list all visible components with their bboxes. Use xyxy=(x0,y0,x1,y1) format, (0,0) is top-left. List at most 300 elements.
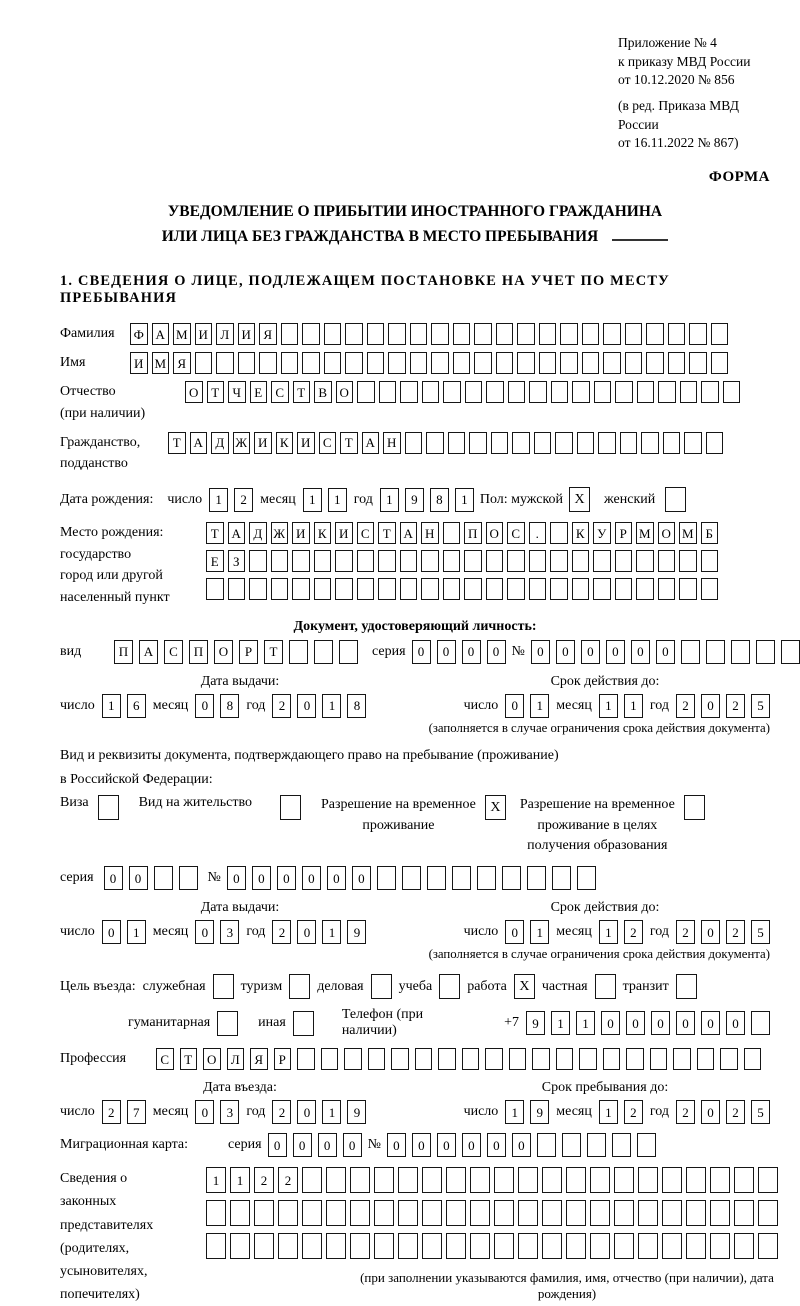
char-cell[interactable] xyxy=(350,1233,370,1259)
char-cell[interactable]: 0 xyxy=(104,866,123,890)
char-cell[interactable] xyxy=(446,1167,466,1193)
char-cell[interactable]: 0 xyxy=(701,920,720,944)
char-cell[interactable] xyxy=(491,432,509,454)
char-cell[interactable] xyxy=(582,323,600,345)
char-cell[interactable]: С xyxy=(319,432,337,454)
char-cell[interactable] xyxy=(612,1133,631,1157)
char-cell[interactable]: 1 xyxy=(230,1167,250,1193)
char-cell[interactable]: 0 xyxy=(227,866,246,890)
char-cell[interactable] xyxy=(638,1233,658,1259)
char-cell[interactable] xyxy=(494,1233,514,1259)
char-cell[interactable] xyxy=(723,381,741,403)
char-cell[interactable] xyxy=(637,1133,656,1157)
char-cell[interactable]: О xyxy=(214,640,233,664)
char-cell[interactable] xyxy=(582,352,600,374)
char-cell[interactable]: 0 xyxy=(631,640,650,664)
char-cell[interactable] xyxy=(357,578,375,600)
char-cell[interactable]: 2 xyxy=(272,694,291,718)
char-cell[interactable] xyxy=(566,1200,586,1226)
char-cell[interactable] xyxy=(410,323,428,345)
char-cell[interactable] xyxy=(579,1048,597,1070)
char-cell[interactable]: А xyxy=(400,522,418,544)
char-cell[interactable] xyxy=(537,1133,556,1157)
char-cell[interactable] xyxy=(552,866,571,890)
char-cell[interactable] xyxy=(679,550,697,572)
char-cell[interactable] xyxy=(594,381,612,403)
char-cell[interactable] xyxy=(415,1048,433,1070)
char-cell[interactable]: 1 xyxy=(505,1100,524,1124)
char-cell[interactable] xyxy=(179,866,198,890)
char-cell[interactable] xyxy=(680,381,698,403)
char-cell[interactable] xyxy=(438,1048,456,1070)
char-cell[interactable] xyxy=(350,1167,370,1193)
char-cell[interactable] xyxy=(560,352,578,374)
char-cell[interactable] xyxy=(620,432,638,454)
char-cell[interactable] xyxy=(345,352,363,374)
char-cell[interactable] xyxy=(662,1200,682,1226)
char-cell[interactable] xyxy=(400,381,418,403)
char-cell[interactable]: . xyxy=(529,522,547,544)
char-cell[interactable] xyxy=(686,1233,706,1259)
char-cell[interactable] xyxy=(335,578,353,600)
char-cell[interactable] xyxy=(400,550,418,572)
char-cell[interactable] xyxy=(534,432,552,454)
char-cell[interactable] xyxy=(662,1233,682,1259)
char-cell[interactable] xyxy=(431,352,449,374)
char-cell[interactable]: 2 xyxy=(278,1167,298,1193)
char-cell[interactable] xyxy=(710,1233,730,1259)
char-cell[interactable]: 1 xyxy=(209,488,228,512)
char-cell[interactable] xyxy=(615,578,633,600)
char-cell[interactable]: 1 xyxy=(599,920,618,944)
char-cell[interactable] xyxy=(551,381,569,403)
char-cell[interactable]: 8 xyxy=(347,694,366,718)
char-cell[interactable] xyxy=(446,1200,466,1226)
char-cell[interactable]: Д xyxy=(249,522,267,544)
char-cell[interactable]: 0 xyxy=(352,866,371,890)
char-cell[interactable]: Р xyxy=(239,640,258,664)
char-cell[interactable]: Л xyxy=(216,323,234,345)
char-cell[interactable] xyxy=(374,1167,394,1193)
char-cell[interactable] xyxy=(398,1233,418,1259)
char-cell[interactable] xyxy=(254,1233,274,1259)
char-cell[interactable] xyxy=(422,1233,442,1259)
char-cell[interactable]: О xyxy=(486,522,504,544)
char-cell[interactable] xyxy=(615,550,633,572)
char-cell[interactable]: 0 xyxy=(318,1133,337,1157)
char-cell[interactable]: С xyxy=(156,1048,174,1070)
char-cell[interactable]: 2 xyxy=(676,1100,695,1124)
char-cell[interactable] xyxy=(662,1167,682,1193)
char-cell[interactable]: 0 xyxy=(327,866,346,890)
char-cell[interactable] xyxy=(758,1200,778,1226)
char-cell[interactable] xyxy=(758,1233,778,1259)
char-cell[interactable] xyxy=(278,1233,298,1259)
char-cell[interactable] xyxy=(560,323,578,345)
char-cell[interactable]: П xyxy=(114,640,133,664)
char-cell[interactable] xyxy=(302,1233,322,1259)
char-cell[interactable] xyxy=(615,381,633,403)
char-cell[interactable] xyxy=(686,1167,706,1193)
purpose-humanitarian-checkbox[interactable] xyxy=(217,1011,238,1036)
char-cell[interactable]: Т xyxy=(378,522,396,544)
temp-residence-checkbox[interactable]: X xyxy=(485,795,506,820)
char-cell[interactable] xyxy=(421,550,439,572)
char-cell[interactable] xyxy=(566,1167,586,1193)
visa-checkbox[interactable] xyxy=(98,795,119,820)
char-cell[interactable]: Т xyxy=(206,522,224,544)
char-cell[interactable] xyxy=(512,432,530,454)
char-cell[interactable]: 0 xyxy=(437,1133,456,1157)
char-cell[interactable]: 0 xyxy=(505,920,524,944)
char-cell[interactable] xyxy=(587,1133,606,1157)
char-cell[interactable]: 0 xyxy=(297,1100,316,1124)
char-cell[interactable] xyxy=(751,1011,770,1035)
char-cell[interactable] xyxy=(302,1200,322,1226)
char-cell[interactable] xyxy=(572,550,590,572)
char-cell[interactable] xyxy=(603,323,621,345)
char-cell[interactable] xyxy=(598,432,616,454)
char-cell[interactable] xyxy=(302,352,320,374)
char-cell[interactable] xyxy=(400,578,418,600)
char-cell[interactable]: 8 xyxy=(430,488,449,512)
char-cell[interactable] xyxy=(446,1233,466,1259)
char-cell[interactable]: М xyxy=(173,323,191,345)
temp-residence-edu-checkbox[interactable] xyxy=(684,795,705,820)
char-cell[interactable]: 2 xyxy=(676,694,695,718)
char-cell[interactable]: 0 xyxy=(505,694,524,718)
char-cell[interactable] xyxy=(744,1048,762,1070)
char-cell[interactable]: 0 xyxy=(726,1011,745,1035)
char-cell[interactable] xyxy=(701,578,719,600)
char-cell[interactable]: Т xyxy=(207,381,225,403)
char-cell[interactable]: 1 xyxy=(576,1011,595,1035)
char-cell[interactable] xyxy=(443,381,461,403)
char-cell[interactable]: Т xyxy=(340,432,358,454)
char-cell[interactable]: М xyxy=(679,522,697,544)
char-cell[interactable] xyxy=(345,323,363,345)
char-cell[interactable] xyxy=(494,1167,514,1193)
char-cell[interactable] xyxy=(697,1048,715,1070)
char-cell[interactable]: 0 xyxy=(701,694,720,718)
char-cell[interactable] xyxy=(710,1167,730,1193)
char-cell[interactable] xyxy=(542,1233,562,1259)
char-cell[interactable] xyxy=(443,578,461,600)
char-cell[interactable]: Р xyxy=(274,1048,292,1070)
char-cell[interactable]: 0 xyxy=(412,640,431,664)
char-cell[interactable] xyxy=(625,352,643,374)
char-cell[interactable]: 2 xyxy=(726,694,745,718)
char-cell[interactable] xyxy=(228,578,246,600)
char-cell[interactable] xyxy=(689,352,707,374)
char-cell[interactable]: 1 xyxy=(322,920,341,944)
char-cell[interactable] xyxy=(238,352,256,374)
char-cell[interactable]: 0 xyxy=(626,1011,645,1035)
char-cell[interactable] xyxy=(638,1200,658,1226)
char-cell[interactable]: О xyxy=(658,522,676,544)
char-cell[interactable] xyxy=(230,1233,250,1259)
char-cell[interactable] xyxy=(590,1233,610,1259)
char-cell[interactable]: 0 xyxy=(297,694,316,718)
char-cell[interactable] xyxy=(206,578,224,600)
char-cell[interactable]: 1 xyxy=(322,694,341,718)
char-cell[interactable] xyxy=(326,1167,346,1193)
char-cell[interactable]: 0 xyxy=(531,640,550,664)
char-cell[interactable] xyxy=(550,522,568,544)
char-cell[interactable] xyxy=(314,578,332,600)
char-cell[interactable] xyxy=(517,323,535,345)
char-cell[interactable] xyxy=(374,1200,394,1226)
sex-female-checkbox[interactable] xyxy=(665,487,686,512)
char-cell[interactable] xyxy=(486,578,504,600)
purpose-tourism-checkbox[interactable] xyxy=(289,974,310,999)
char-cell[interactable] xyxy=(335,550,353,572)
char-cell[interactable] xyxy=(302,1167,322,1193)
char-cell[interactable] xyxy=(508,381,526,403)
char-cell[interactable]: Т xyxy=(180,1048,198,1070)
char-cell[interactable] xyxy=(485,1048,503,1070)
char-cell[interactable] xyxy=(486,550,504,572)
char-cell[interactable]: 0 xyxy=(195,1100,214,1124)
char-cell[interactable] xyxy=(324,323,342,345)
char-cell[interactable] xyxy=(710,1200,730,1226)
char-cell[interactable]: 2 xyxy=(254,1167,274,1193)
char-cell[interactable]: 0 xyxy=(487,1133,506,1157)
char-cell[interactable]: 0 xyxy=(487,640,506,664)
char-cell[interactable]: 1 xyxy=(206,1167,226,1193)
char-cell[interactable]: 0 xyxy=(462,640,481,664)
char-cell[interactable]: 0 xyxy=(412,1133,431,1157)
char-cell[interactable]: 1 xyxy=(455,488,474,512)
char-cell[interactable] xyxy=(474,323,492,345)
char-cell[interactable]: 0 xyxy=(297,920,316,944)
char-cell[interactable]: 0 xyxy=(129,866,148,890)
char-cell[interactable] xyxy=(259,352,277,374)
char-cell[interactable]: Т xyxy=(264,640,283,664)
char-cell[interactable] xyxy=(756,640,775,664)
char-cell[interactable]: И xyxy=(292,522,310,544)
char-cell[interactable] xyxy=(379,381,397,403)
char-cell[interactable] xyxy=(453,352,471,374)
char-cell[interactable]: И xyxy=(195,323,213,345)
char-cell[interactable]: С xyxy=(507,522,525,544)
char-cell[interactable]: М xyxy=(636,522,654,544)
char-cell[interactable] xyxy=(679,578,697,600)
char-cell[interactable] xyxy=(314,550,332,572)
char-cell[interactable]: 2 xyxy=(234,488,253,512)
char-cell[interactable] xyxy=(422,1167,442,1193)
char-cell[interactable] xyxy=(254,1200,274,1226)
char-cell[interactable] xyxy=(562,1133,581,1157)
char-cell[interactable]: 2 xyxy=(272,920,291,944)
char-cell[interactable]: 1 xyxy=(599,1100,618,1124)
char-cell[interactable] xyxy=(625,323,643,345)
char-cell[interactable] xyxy=(529,550,547,572)
char-cell[interactable]: Я xyxy=(259,323,277,345)
char-cell[interactable] xyxy=(443,522,461,544)
char-cell[interactable] xyxy=(518,1233,538,1259)
char-cell[interactable]: 1 xyxy=(624,694,643,718)
char-cell[interactable] xyxy=(636,578,654,600)
char-cell[interactable] xyxy=(398,1200,418,1226)
char-cell[interactable] xyxy=(206,1200,226,1226)
char-cell[interactable]: 0 xyxy=(676,1011,695,1035)
char-cell[interactable] xyxy=(577,866,596,890)
char-cell[interactable]: 9 xyxy=(526,1011,545,1035)
char-cell[interactable]: 0 xyxy=(556,640,575,664)
char-cell[interactable]: О xyxy=(185,381,203,403)
char-cell[interactable] xyxy=(470,1200,490,1226)
purpose-private-checkbox[interactable] xyxy=(595,974,616,999)
char-cell[interactable]: 9 xyxy=(405,488,424,512)
char-cell[interactable] xyxy=(195,352,213,374)
char-cell[interactable] xyxy=(555,432,573,454)
char-cell[interactable] xyxy=(249,578,267,600)
char-cell[interactable] xyxy=(518,1200,538,1226)
char-cell[interactable] xyxy=(626,1048,644,1070)
char-cell[interactable]: Д xyxy=(211,432,229,454)
char-cell[interactable] xyxy=(443,550,461,572)
char-cell[interactable] xyxy=(614,1200,634,1226)
char-cell[interactable] xyxy=(469,432,487,454)
char-cell[interactable] xyxy=(734,1233,754,1259)
char-cell[interactable] xyxy=(572,381,590,403)
purpose-work-checkbox[interactable]: X xyxy=(514,974,535,999)
char-cell[interactable]: 2 xyxy=(102,1100,121,1124)
char-cell[interactable]: Л xyxy=(227,1048,245,1070)
char-cell[interactable] xyxy=(758,1167,778,1193)
char-cell[interactable]: 0 xyxy=(293,1133,312,1157)
char-cell[interactable]: 0 xyxy=(277,866,296,890)
char-cell[interactable]: И xyxy=(254,432,272,454)
char-cell[interactable]: 1 xyxy=(551,1011,570,1035)
char-cell[interactable] xyxy=(706,432,724,454)
char-cell[interactable] xyxy=(539,352,557,374)
char-cell[interactable] xyxy=(550,550,568,572)
char-cell[interactable]: 0 xyxy=(701,1011,720,1035)
char-cell[interactable] xyxy=(426,432,444,454)
char-cell[interactable]: 1 xyxy=(530,694,549,718)
char-cell[interactable]: А xyxy=(139,640,158,664)
char-cell[interactable] xyxy=(448,432,466,454)
char-cell[interactable] xyxy=(603,352,621,374)
char-cell[interactable]: 2 xyxy=(676,920,695,944)
char-cell[interactable] xyxy=(477,866,496,890)
char-cell[interactable] xyxy=(681,640,700,664)
purpose-official-checkbox[interactable] xyxy=(213,974,234,999)
char-cell[interactable] xyxy=(344,1048,362,1070)
char-cell[interactable]: Н xyxy=(421,522,439,544)
char-cell[interactable] xyxy=(689,323,707,345)
char-cell[interactable]: М xyxy=(152,352,170,374)
char-cell[interactable]: Т xyxy=(168,432,186,454)
char-cell[interactable] xyxy=(577,432,595,454)
char-cell[interactable] xyxy=(470,1167,490,1193)
char-cell[interactable]: Я xyxy=(173,352,191,374)
char-cell[interactable] xyxy=(388,352,406,374)
char-cell[interactable]: 0 xyxy=(581,640,600,664)
char-cell[interactable] xyxy=(422,1200,442,1226)
char-cell[interactable] xyxy=(668,352,686,374)
char-cell[interactable] xyxy=(302,323,320,345)
char-cell[interactable] xyxy=(658,578,676,600)
char-cell[interactable] xyxy=(374,1233,394,1259)
char-cell[interactable]: Ф xyxy=(130,323,148,345)
char-cell[interactable] xyxy=(496,352,514,374)
char-cell[interactable] xyxy=(427,866,446,890)
char-cell[interactable]: 2 xyxy=(624,1100,643,1124)
char-cell[interactable] xyxy=(378,550,396,572)
char-cell[interactable] xyxy=(271,578,289,600)
char-cell[interactable]: 2 xyxy=(726,1100,745,1124)
char-cell[interactable] xyxy=(281,352,299,374)
char-cell[interactable]: И xyxy=(297,432,315,454)
char-cell[interactable] xyxy=(339,640,358,664)
char-cell[interactable] xyxy=(464,578,482,600)
char-cell[interactable] xyxy=(350,1200,370,1226)
char-cell[interactable]: Н xyxy=(383,432,401,454)
char-cell[interactable] xyxy=(593,550,611,572)
char-cell[interactable] xyxy=(388,323,406,345)
char-cell[interactable]: 0 xyxy=(462,1133,481,1157)
char-cell[interactable]: 0 xyxy=(437,640,456,664)
char-cell[interactable]: С xyxy=(357,522,375,544)
char-cell[interactable] xyxy=(706,640,725,664)
char-cell[interactable] xyxy=(292,578,310,600)
char-cell[interactable] xyxy=(517,352,535,374)
char-cell[interactable] xyxy=(673,1048,691,1070)
char-cell[interactable] xyxy=(357,381,375,403)
char-cell[interactable] xyxy=(391,1048,409,1070)
char-cell[interactable] xyxy=(378,578,396,600)
char-cell[interactable]: Т xyxy=(293,381,311,403)
char-cell[interactable]: У xyxy=(593,522,611,544)
char-cell[interactable] xyxy=(731,640,750,664)
char-cell[interactable] xyxy=(321,1048,339,1070)
char-cell[interactable]: 8 xyxy=(220,694,239,718)
char-cell[interactable]: 0 xyxy=(606,640,625,664)
char-cell[interactable]: 0 xyxy=(102,920,121,944)
char-cell[interactable]: П xyxy=(189,640,208,664)
char-cell[interactable]: 3 xyxy=(220,920,239,944)
char-cell[interactable] xyxy=(465,381,483,403)
char-cell[interactable]: А xyxy=(362,432,380,454)
char-cell[interactable] xyxy=(711,352,729,374)
char-cell[interactable] xyxy=(421,578,439,600)
purpose-business-checkbox[interactable] xyxy=(371,974,392,999)
char-cell[interactable]: 9 xyxy=(530,1100,549,1124)
char-cell[interactable]: К xyxy=(314,522,332,544)
char-cell[interactable] xyxy=(638,1167,658,1193)
char-cell[interactable]: И xyxy=(130,352,148,374)
char-cell[interactable]: З xyxy=(228,550,246,572)
char-cell[interactable] xyxy=(641,432,659,454)
char-cell[interactable] xyxy=(402,866,421,890)
char-cell[interactable] xyxy=(230,1200,250,1226)
char-cell[interactable] xyxy=(590,1200,610,1226)
char-cell[interactable]: Ж xyxy=(271,522,289,544)
char-cell[interactable] xyxy=(532,1048,550,1070)
char-cell[interactable] xyxy=(326,1200,346,1226)
purpose-other-checkbox[interactable] xyxy=(293,1011,314,1036)
char-cell[interactable] xyxy=(464,550,482,572)
char-cell[interactable]: А xyxy=(152,323,170,345)
char-cell[interactable]: 2 xyxy=(624,920,643,944)
char-cell[interactable]: 9 xyxy=(347,1100,366,1124)
char-cell[interactable] xyxy=(646,352,664,374)
char-cell[interactable]: 9 xyxy=(347,920,366,944)
char-cell[interactable] xyxy=(701,381,719,403)
